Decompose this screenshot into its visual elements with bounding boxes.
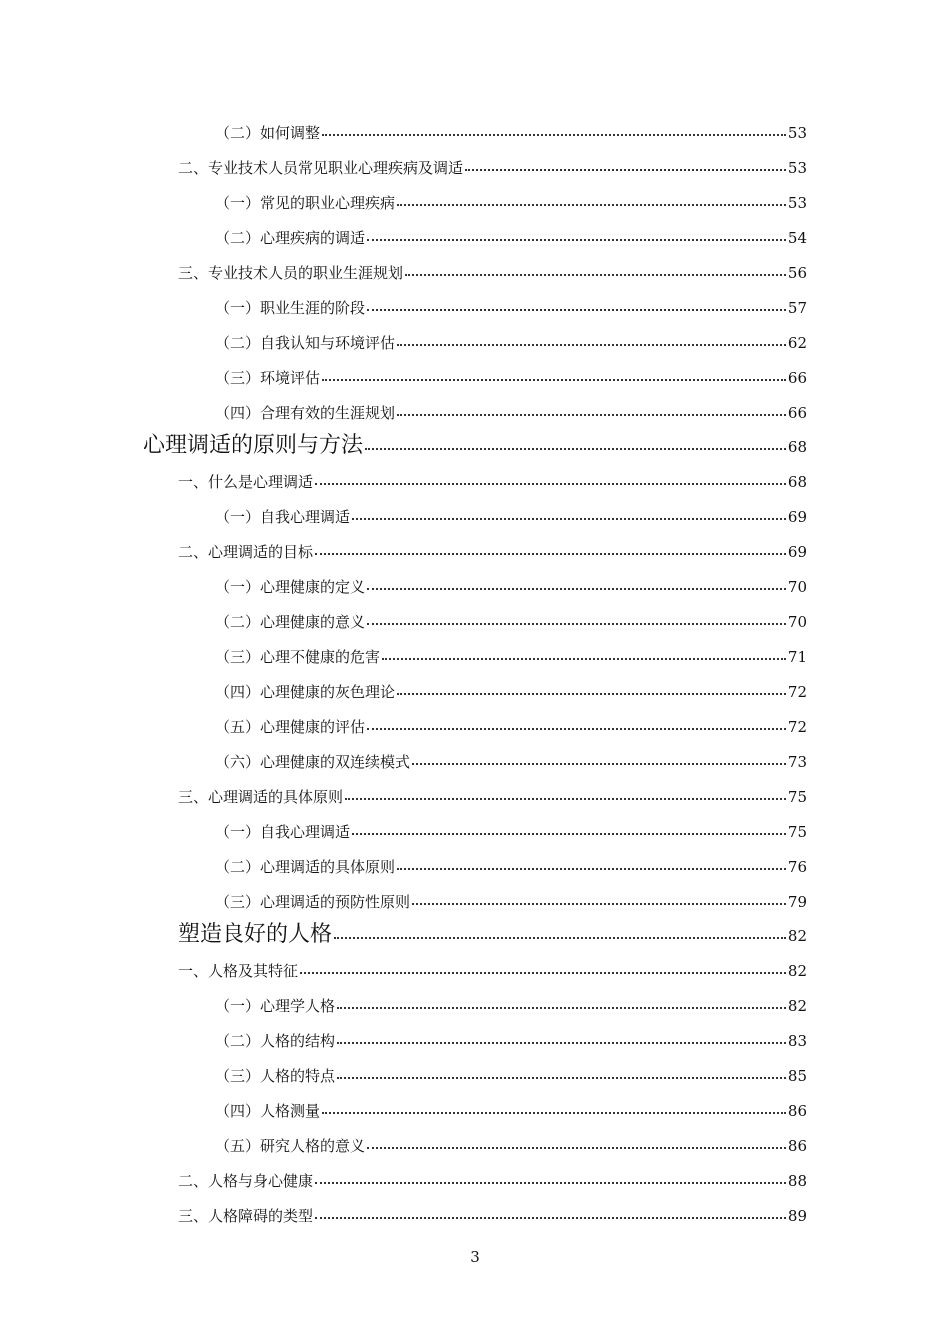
toc-entry-page: 75	[787, 823, 807, 841]
toc-leader-dots	[352, 504, 786, 520]
toc-leader-dots	[322, 1098, 786, 1114]
toc-subsection-entry[interactable]	[215, 227, 807, 248]
toc-subsection-entry[interactable]	[215, 751, 807, 772]
toc-section-entry[interactable]	[178, 1205, 807, 1226]
toc-entry-page: 82	[787, 997, 807, 1015]
toc-leader-dots	[412, 889, 786, 905]
toc-subsection-entry[interactable]	[215, 1030, 807, 1051]
toc-leader-dots	[465, 155, 786, 171]
toc-leader-dots	[315, 1168, 786, 1184]
toc-leader-dots	[300, 958, 786, 974]
toc-entry-page: 75	[787, 788, 807, 806]
toc-section-entry[interactable]	[178, 262, 807, 283]
toc-leader-dots	[397, 330, 786, 346]
toc-entry-page: 53	[787, 194, 807, 212]
toc-leader-dots	[334, 923, 786, 939]
toc-subsection-entry[interactable]	[215, 646, 807, 667]
toc-entry-page: 82	[787, 927, 807, 945]
toc-chapter-entry[interactable]	[143, 433, 807, 458]
page-number: 3	[470, 1248, 480, 1266]
toc-entry-page: 73	[787, 753, 807, 771]
toc-subsection-entry[interactable]	[215, 891, 807, 912]
toc-entry-page: 53	[787, 159, 807, 177]
toc-entry-page: 53	[787, 124, 807, 142]
toc-entry-page: 68	[787, 473, 807, 491]
toc-entry-title: （二）心理疾病的调适	[215, 229, 366, 247]
toc-entry-title: 三、人格障碍的类型	[178, 1207, 314, 1225]
toc-section-entry[interactable]	[178, 471, 807, 492]
toc-entry-page: 66	[787, 404, 807, 422]
toc-subsection-entry[interactable]	[215, 821, 807, 842]
toc-section-entry[interactable]	[178, 541, 807, 562]
toc-subsection-entry[interactable]	[215, 402, 807, 423]
toc-entry-title: （一）心理学人格	[215, 997, 336, 1015]
toc-entry-title: （二）心理健康的意义	[215, 613, 366, 631]
toc-entry-title: （六）心理健康的双连续模式	[215, 753, 411, 771]
toc-entry-title: （一）常见的职业心理疾病	[215, 194, 396, 212]
toc-entry-page: 57	[787, 299, 807, 317]
toc-subsection-entry[interactable]	[215, 192, 807, 213]
toc-entry-title: 三、心理调适的具体原则	[178, 788, 344, 806]
toc-entry-page: 56	[787, 264, 807, 282]
toc-entry-page: 88	[787, 1172, 807, 1190]
toc-entry-page: 76	[787, 858, 807, 876]
toc-subsection-entry[interactable]	[215, 1100, 807, 1121]
toc-leader-dots	[345, 784, 786, 800]
toc-entry-page: 68	[787, 438, 807, 456]
toc-leader-dots	[367, 1133, 786, 1149]
toc-entry-title: （一）自我心理调适	[215, 823, 351, 841]
toc-entry-title: （四）合理有效的生涯规划	[215, 404, 396, 422]
toc-leader-dots	[397, 679, 786, 695]
toc-entry-title: （一）自我心理调适	[215, 508, 351, 526]
toc-entry-title: （二）自我认知与环境评估	[215, 334, 396, 352]
toc-subsection-entry[interactable]	[215, 611, 807, 632]
toc-subsection-entry[interactable]	[215, 332, 807, 353]
toc-entry-title: （四）心理健康的灰色理论	[215, 683, 396, 701]
toc-entry-page: 86	[787, 1102, 807, 1120]
toc-leader-dots	[412, 749, 786, 765]
toc-entry-title: （三）心理调适的预防性原则	[215, 893, 411, 911]
toc-chapter-entry[interactable]	[178, 922, 807, 947]
toc-leader-dots	[315, 469, 786, 485]
toc-entry-title: （五）心理健康的评估	[215, 718, 366, 736]
toc-subsection-entry[interactable]	[215, 297, 807, 318]
toc-leader-dots	[315, 539, 786, 555]
toc-leader-dots	[367, 714, 786, 730]
toc-entry-title: 二、人格与身心健康	[178, 1172, 314, 1190]
toc-leader-dots	[337, 993, 786, 1009]
toc-leader-dots	[337, 1063, 786, 1079]
toc-section-entry[interactable]	[178, 960, 807, 981]
toc-leader-dots	[382, 644, 786, 660]
toc-subsection-entry[interactable]	[215, 576, 807, 597]
toc-entry-page: 85	[787, 1067, 807, 1085]
toc-entry-page: 66	[787, 369, 807, 387]
toc-leader-dots	[367, 295, 786, 311]
toc-entry-title: （一）心理健康的定义	[215, 578, 366, 596]
toc-entry-title: （四）人格测量	[215, 1102, 321, 1120]
toc-leader-dots	[365, 434, 786, 450]
toc-leader-dots	[405, 260, 786, 276]
toc-entry-page: 79	[787, 893, 807, 911]
toc-entry-title: 心理调适的原则与方法	[143, 433, 364, 458]
toc-leader-dots	[322, 120, 786, 136]
toc-entry-page: 62	[787, 334, 807, 352]
toc-subsection-entry[interactable]	[215, 1135, 807, 1156]
toc-entry-title: 二、专业技术人员常见职业心理疾病及调适	[178, 159, 464, 177]
toc-entry-title: （三）环境评估	[215, 369, 321, 387]
toc-section-entry[interactable]	[178, 1170, 807, 1191]
toc-section-entry[interactable]	[178, 157, 807, 178]
toc-entry-title: 三、专业技术人员的职业生涯规划	[178, 264, 404, 282]
toc-entry-title: （二）如何调整	[215, 124, 321, 142]
toc-subsection-entry[interactable]	[215, 122, 807, 143]
toc-leader-dots	[397, 190, 786, 206]
toc-leader-dots	[397, 400, 786, 416]
toc-leader-dots	[367, 225, 786, 241]
toc-leader-dots	[337, 1028, 786, 1044]
toc-subsection-entry[interactable]	[215, 856, 807, 877]
toc-entry-title: （一）职业生涯的阶段	[215, 299, 366, 317]
toc-entry-title: 二、心理调适的目标	[178, 543, 314, 561]
toc-subsection-entry[interactable]	[215, 506, 807, 527]
toc-entry-page: 83	[787, 1032, 807, 1050]
toc-entry-title: 一、人格及其特征	[178, 962, 299, 980]
toc-entry-title: （三）人格的特点	[215, 1067, 336, 1085]
toc-leader-dots	[367, 574, 786, 590]
toc-leader-dots	[322, 365, 786, 381]
toc-leader-dots	[367, 609, 786, 625]
toc-entry-page: 71	[787, 648, 807, 666]
toc-subsection-entry[interactable]	[215, 716, 807, 737]
toc-entry-title: （五）研究人格的意义	[215, 1137, 366, 1155]
toc-subsection-entry[interactable]	[215, 681, 807, 702]
toc-section-entry[interactable]	[178, 786, 807, 807]
toc-entry-title: 塑造良好的人格	[178, 922, 333, 947]
toc-entry-page: 72	[787, 718, 807, 736]
toc-entry-title: （二）心理调适的具体原则	[215, 858, 396, 876]
toc-subsection-entry[interactable]	[215, 1065, 807, 1086]
toc-entry-page: 70	[787, 613, 807, 631]
toc-subsection-entry[interactable]	[215, 995, 807, 1016]
toc-entry-page: 70	[787, 578, 807, 596]
toc-entry-page: 89	[787, 1207, 807, 1225]
toc-entry-page: 82	[787, 962, 807, 980]
toc-entry-page: 72	[787, 683, 807, 701]
toc-entry-page: 86	[787, 1137, 807, 1155]
toc-entry-title: （二）人格的结构	[215, 1032, 336, 1050]
toc-leader-dots	[352, 819, 786, 835]
toc-entry-title: （三）心理不健康的危害	[215, 648, 381, 666]
toc-entry-title: 一、什么是心理调适	[178, 473, 314, 491]
toc-entry-page: 69	[787, 543, 807, 561]
toc-leader-dots	[397, 854, 786, 870]
toc-entry-page: 54	[787, 229, 807, 247]
toc-subsection-entry[interactable]	[215, 367, 807, 388]
toc-leader-dots	[315, 1203, 786, 1219]
toc-entry-page: 69	[787, 508, 807, 526]
